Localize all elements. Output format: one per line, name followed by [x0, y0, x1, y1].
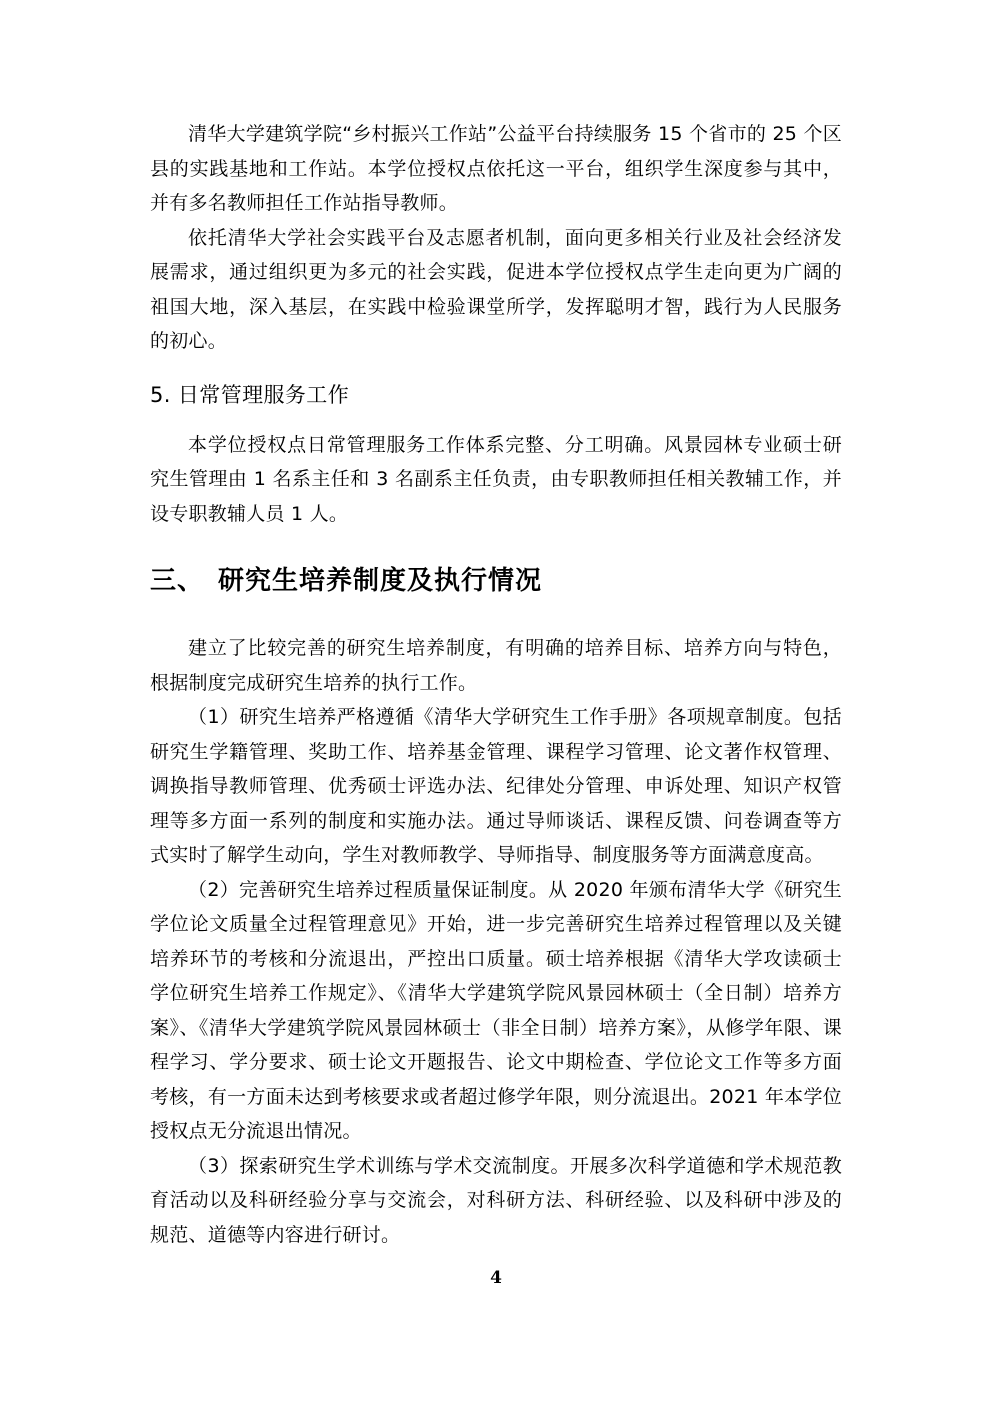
paragraph-training-intro: 建立了比较完善的研究生培养制度，有明确的培养目标、培养方向与特色，根据制度完成研究生培养的执行工作。	[150, 637, 842, 694]
paragraph-item-1: （1）研究生培养严格遵循《清华大学研究生工作手册》各项规章制度。包括研究生学籍管理、奖助工作、培养基金管理、课程学习管理、论文著作权管理、调换指导教师管理、优秀硕士评选办法、纪律处分管理、申诉处理、知识产权管理等多方面一系列的制度和实施办法。通过导师谈话、课程反馈、问卷调查等方式实时了解学生动向，学生对教师教学、导师指导、制度服务等方面满意度高。	[150, 706, 842, 866]
chapter-number: 三、	[150, 566, 205, 596]
paragraph-daily-management: 本学位授权点日常管理服务工作体系完整、分工明确。风景园林专业硕士研究生管理由 1 名系主任和 3 名副系主任负责，由专职教师担任相关教辅工作，并设专职教辅人员 1 人。	[150, 433, 842, 525]
page-number: 4	[490, 1268, 502, 1288]
document-body	[150, 117, 842, 1252]
paragraph-rural-revitalization: 清华大学建筑学院“乡村振兴工作站”公益平台持续服务 15 个省市的 25 个区县的实践基地和工作站。本学位授权点依托这一平台，组织学生深度参与其中，并有多名教师担任工作站指导教师。	[150, 123, 842, 214]
section-heading-daily-management: 5. 日常管理服务工作	[150, 382, 350, 407]
chapter-heading	[150, 531, 842, 631]
paragraph-item-2: （2）完善研究生培养过程质量保证制度。从 2020 年颁布清华大学《研究生学位论文质量全过程管理意见》开始，进一步完善研究生培养过程管理以及关键培养环节的考核和分流退出，严控出口质量。硕士培养根据《清华大学攻读硕士学位研究生培养工作规定》、《清华大学建筑学院风景园林硕士（全日制）培养方案》、《清华大学建筑学院风景园林硕士（非全日制）培养方案》，从修学年限、课程学习、学分要求、硕士论文开题报告、论文中期检查、学位论文工作等多方面考核，有一方面未达到考核要求或者超过修学年限，则分流退出。2021 年本学位授权点无分流退出情况。	[150, 878, 842, 1142]
paragraph-item-3: （3）探索研究生学术训练与学术交流制度。开展多次科学道德和学术规范教育活动以及科研经验分享与交流会，对科研方法、科研经验、以及科研中涉及的规范、道德等内容进行研讨。	[150, 1154, 842, 1246]
paragraph-social-practice: 依托清华大学社会实践平台及志愿者机制，面向更多相关行业及社会经济发展需求，通过组织更为多元的社会实践，促进本学位授权点学生走向更为广阔的祖国大地，深入基层，在实践中检验课堂所学，发挥聪明才智，践行为人民服务的初心。	[150, 226, 842, 352]
chapter-title: 研究生培养制度及执行情况	[218, 566, 543, 596]
